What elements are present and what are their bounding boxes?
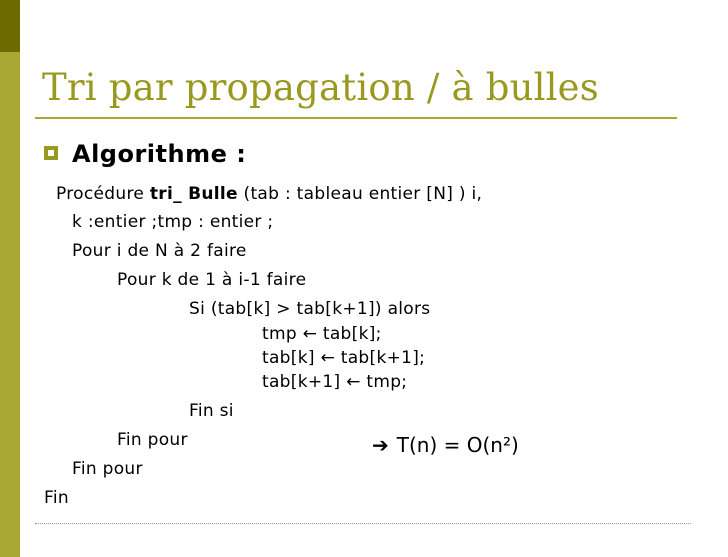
code-procedure-params: (tab : tableau entier [N] ) i, xyxy=(237,184,483,204)
slide-heading: Algorithme : xyxy=(72,140,247,168)
arrow-right-icon: ➔ xyxy=(372,433,389,457)
footer-divider xyxy=(35,523,691,524)
title-divider xyxy=(35,117,677,119)
code-line-end-inner-loop: Fin pour xyxy=(117,430,188,450)
code-line-assign-tmp: tmp ← tab[k]; xyxy=(262,324,382,344)
code-line-inner-loop: Pour k de 1 à i-1 faire xyxy=(117,270,307,290)
code-line-condition: Si (tab[k] > tab[k+1]) alors xyxy=(189,299,431,319)
slide-title: Tri par propagation / à bulles xyxy=(42,66,599,109)
code-line-end: Fin xyxy=(44,488,69,508)
code-line-end-if: Fin si xyxy=(189,401,234,421)
code-line-declarations: k :entier ;tmp : entier ; xyxy=(72,212,274,232)
code-procedure-name: tri_ Bulle xyxy=(149,184,238,204)
code-keyword-procedure: Procédure xyxy=(56,184,150,204)
code-line-outer-loop: Pour i de N à 2 faire xyxy=(72,241,247,261)
sidebar-decoration-top xyxy=(0,0,20,52)
code-line-procedure xyxy=(56,186,482,203)
complexity-formula: T(n) = O(n²) xyxy=(396,433,519,457)
code-line-restore: tab[k+1] ← tmp; xyxy=(262,372,408,392)
sidebar-decoration-bottom xyxy=(0,52,20,557)
code-line-swap: tab[k] ← tab[k+1]; xyxy=(262,348,426,368)
complexity-note xyxy=(372,433,519,457)
square-bullet-icon xyxy=(44,146,58,160)
code-line-end-outer-loop: Fin pour xyxy=(72,459,143,479)
